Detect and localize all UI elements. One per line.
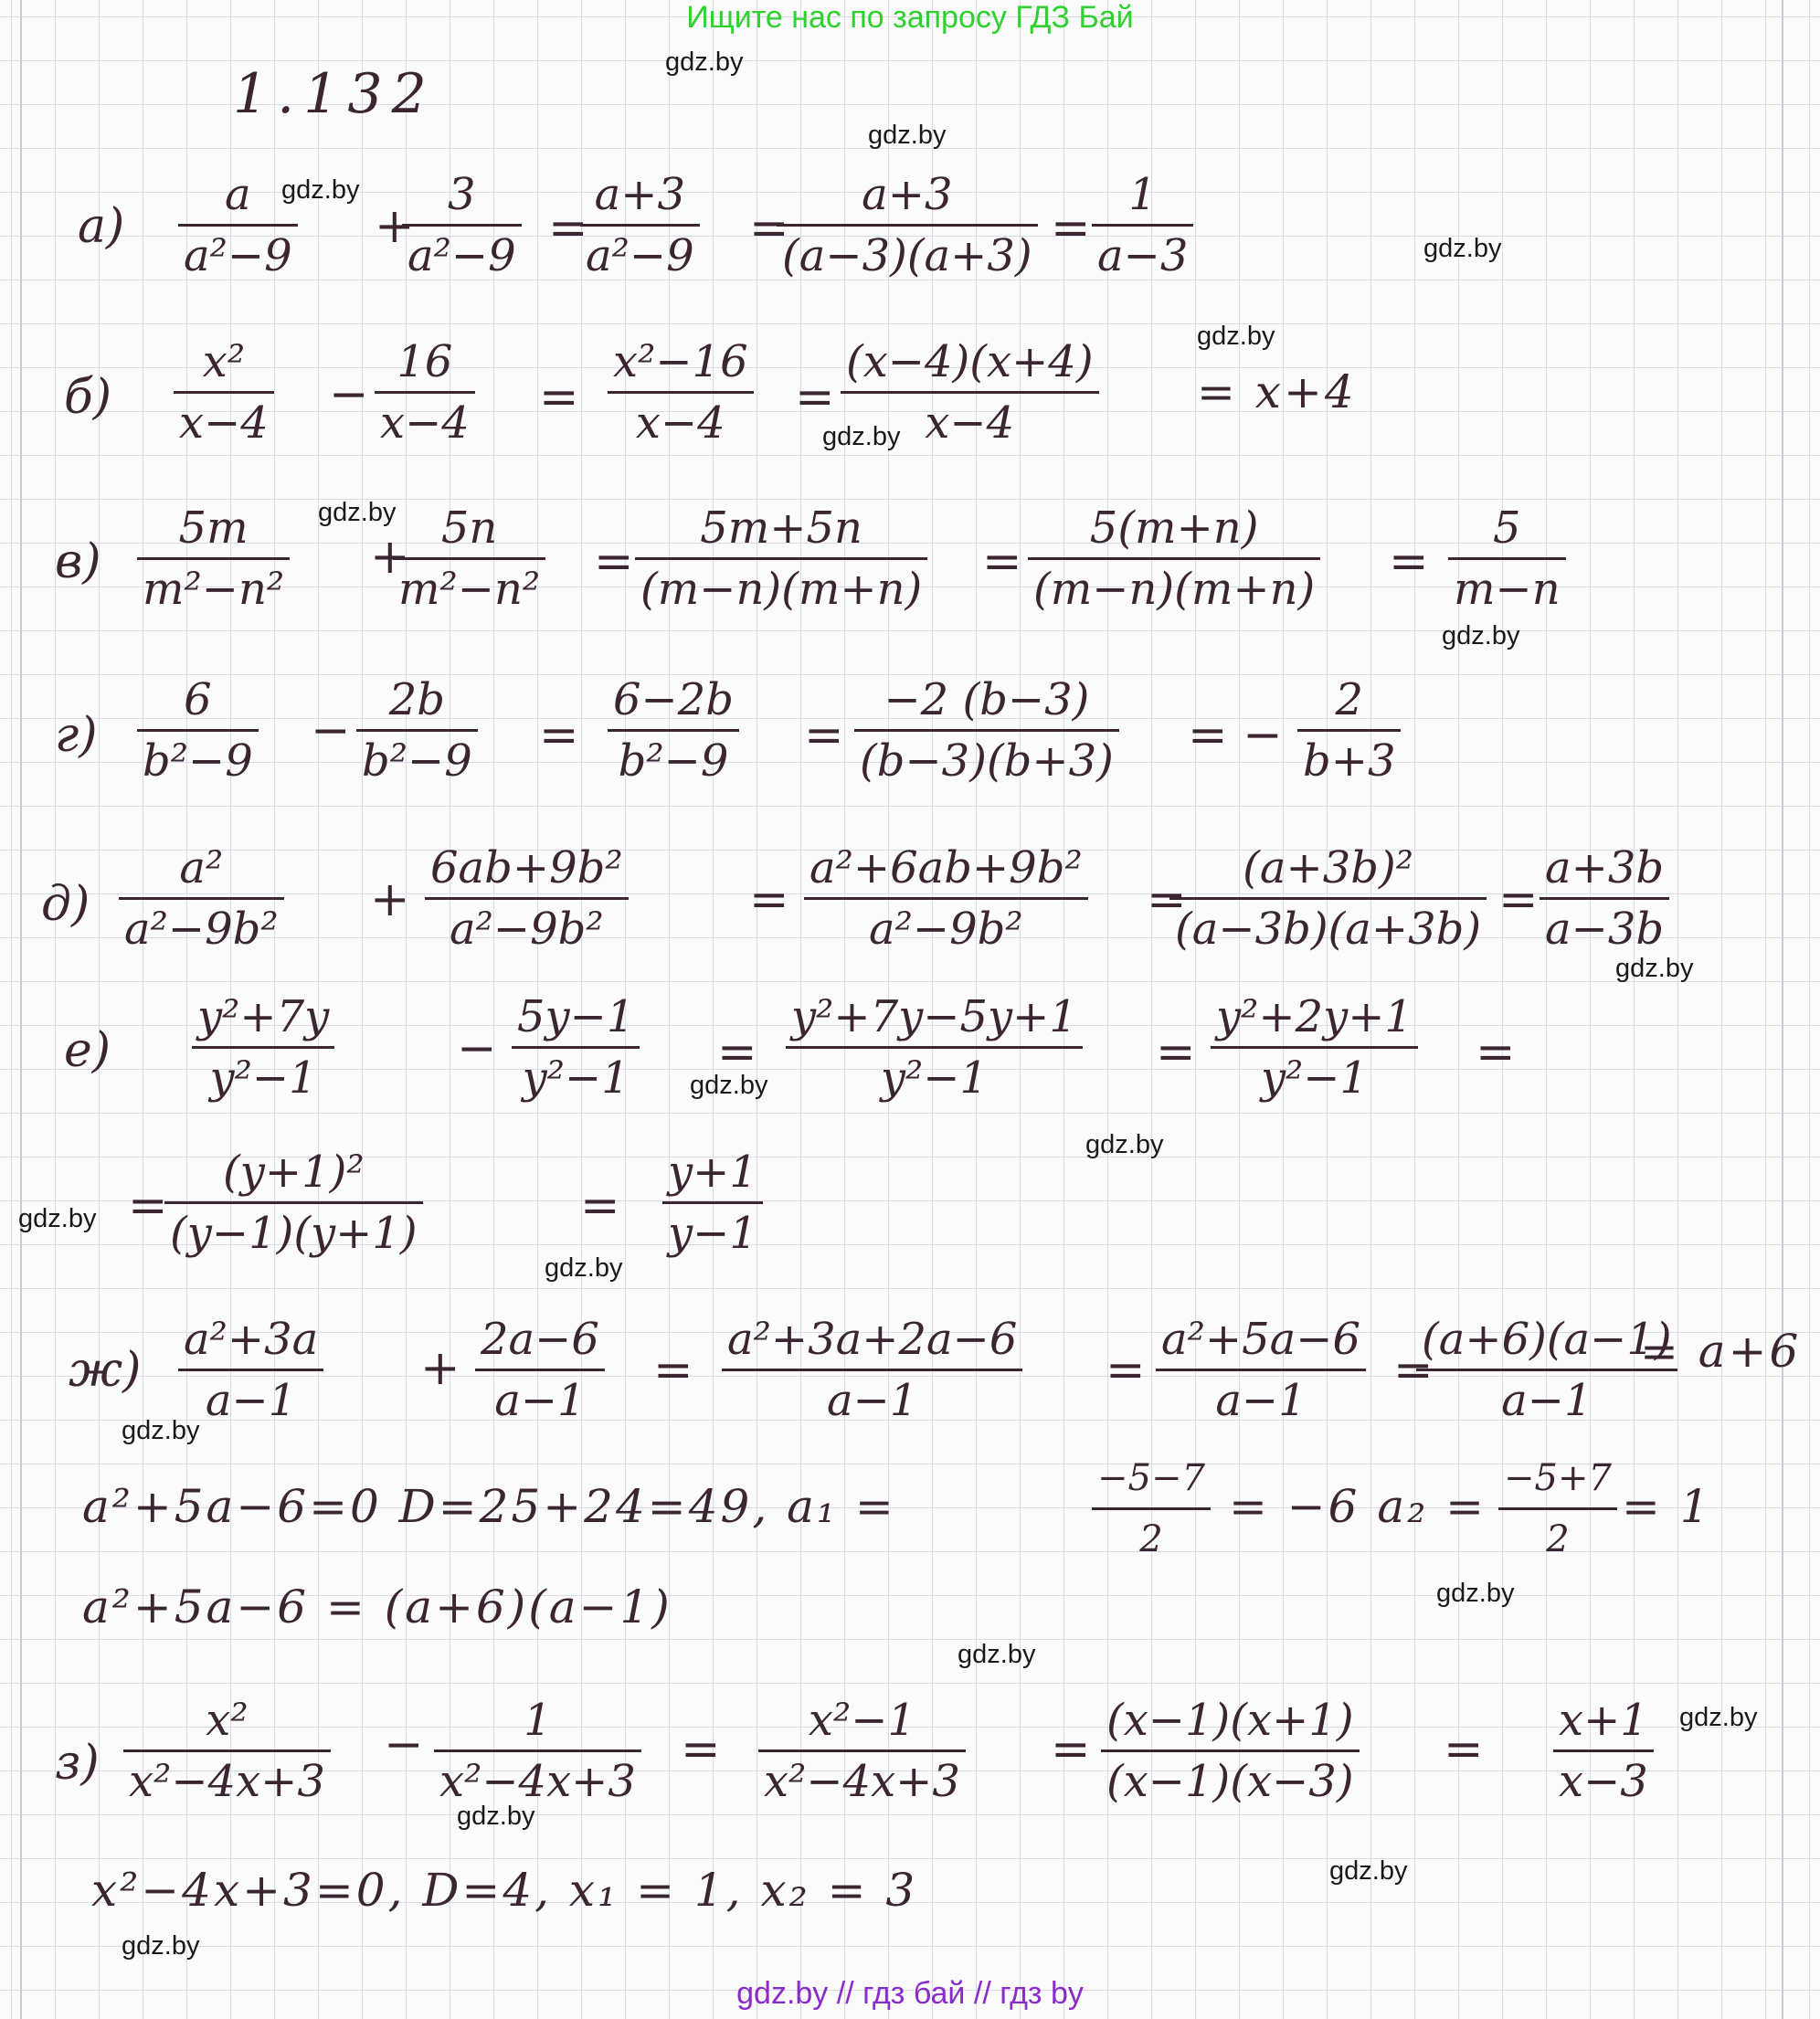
footer-banner[interactable]: gdz.by // гдз бай // гдз by [736,1976,1084,2011]
equals: = [1444,1722,1484,1777]
problem-label: в) [55,534,101,589]
watermark: gdz.by [1679,1703,1758,1732]
fraction [178,1314,323,1426]
watermark: gdz.by [122,1931,200,1961]
denominator: a−1 [205,1375,297,1426]
fraction [174,336,274,449]
equals: = [804,708,844,763]
fraction [1416,1314,1677,1426]
equals: = [1051,1722,1091,1777]
numerator: (y+1)² [164,1147,423,1204]
problem-label: ж) [69,1343,142,1398]
problem-label: е) [64,1023,111,1078]
denominator: m²−n² [398,564,541,615]
numerator: a²+3a+2a−6 [722,1314,1022,1371]
numerator: x² [123,1695,331,1752]
numerator: y+1 [662,1147,763,1204]
denominator: a−3 [1097,230,1189,281]
fraction [393,502,545,615]
numerator: 2b [356,674,478,732]
denominator: y²−1 [1260,1052,1369,1104]
problem-label: б) [64,370,112,425]
denominator: y²−1 [522,1052,630,1104]
numerator: 1 [434,1695,641,1752]
problem-label: д) [41,877,90,932]
numerator: −2 (b−3) [854,674,1119,732]
fraction [402,169,522,281]
fraction [1553,1695,1654,1807]
equals: = [1389,534,1429,589]
numerator: a+3 [777,169,1038,227]
denominator: a²−9b² [124,904,279,955]
numerator: a+3b [1540,842,1669,900]
watermark: gdz.by [1442,621,1520,650]
fraction [1101,1695,1360,1807]
denominator: a²−9b² [450,904,604,955]
numerator: (a+6)(a−1) [1416,1314,1677,1371]
fraction [137,674,259,787]
operator: + [375,199,415,254]
root-value: = 1 [1622,1480,1712,1533]
denominator: x−3 [1559,1756,1648,1807]
denominator: x²−4x+3 [439,1756,636,1807]
operator: − [311,703,351,758]
denominator: a−1 [494,1375,586,1426]
denominator: y²−1 [880,1052,988,1104]
numerator: x²−1 [758,1695,966,1752]
watermark: gdz.by [1197,322,1275,351]
denominator: y−1 [668,1208,757,1259]
equals: = [580,1179,620,1233]
denominator: (y−1)(y+1) [170,1208,418,1259]
fraction [178,169,298,281]
denominator: b²−9 [618,735,729,787]
denominator: 2 [1546,1518,1570,1560]
denominator: m²−n² [143,564,285,615]
numerator: a²+3a [178,1314,323,1371]
equals: = [681,1722,721,1777]
fraction [375,336,475,449]
numerator: 5(m+n) [1028,502,1320,560]
problem-label: з) [55,1736,100,1791]
equals: = − [1188,708,1283,763]
operator: + [370,530,410,585]
fraction [1092,169,1193,281]
numerator: 2a−6 [475,1314,605,1371]
watermark: gdz.by [665,48,744,77]
watermark: gdz.by [822,422,901,451]
operator: + [420,1341,460,1396]
fraction [1297,674,1401,787]
numerator: (x−4)(x+4) [841,336,1099,394]
numerator: 5 [1448,502,1566,560]
numerator: 6−2b [608,674,739,732]
denominator: x²−4x+3 [764,1756,960,1807]
equals: = [795,370,835,425]
watermark: gdz.by [318,498,397,527]
watermark: gdz.by [457,1802,535,1831]
fraction [635,502,927,615]
fraction [786,991,1083,1104]
fraction [1211,991,1418,1104]
denominator: (x−1)(x−3) [1106,1756,1354,1807]
numerator: 16 [375,336,475,394]
page-margin-line-right [1782,0,1783,2019]
equals: = [128,1179,168,1233]
fraction [512,991,640,1104]
equals: = [1051,201,1091,256]
denominator: a²−9 [407,230,516,281]
watermark: gdz.by [122,1416,200,1445]
equals: = [749,201,789,256]
operator: + [370,872,410,927]
numerator: a [178,169,298,227]
page-margin-line-left [20,0,22,2019]
denominator: a−1 [1215,1375,1307,1426]
equals: = [539,370,579,425]
denominator: x−4 [179,397,269,449]
exercise-number: 1.132 [233,62,436,126]
watermark: gdz.by [281,175,360,205]
equals: = [982,534,1022,589]
fraction [854,674,1119,787]
problem-label: г) [55,708,98,763]
denominator: a²−9 [184,230,292,281]
numerator: y²+7y [192,991,334,1049]
numerator: x+1 [1553,1695,1654,1752]
numerator: (x−1)(x+1) [1101,1695,1360,1752]
fraction [580,169,700,281]
numerator: 2 [1297,674,1401,732]
watermark: gdz.by [958,1640,1036,1669]
header-banner[interactable]: Ищите нас по запросу ГДЗ Бай [686,0,1134,35]
denominator: b²−9 [362,735,472,787]
denominator: a−3b [1545,904,1665,955]
fraction [608,336,754,449]
fraction [777,169,1038,281]
denominator: x−4 [925,397,1015,449]
fraction [356,674,478,787]
denominator: a²−9 [586,230,694,281]
numerator: a²+6ab+9b² [804,842,1088,900]
equals: = [1147,872,1187,927]
problem-label: а) [78,199,125,254]
fraction [1156,1314,1366,1426]
numerator: 5m+5n [635,502,927,560]
equals: = [594,534,634,589]
numerator: −5+7 [1498,1453,1617,1510]
watermark: gdz.by [1423,234,1502,263]
fraction [192,991,334,1104]
watermark: gdz.by [1436,1579,1515,1608]
denominator: (a−3)(a+3) [782,230,1032,281]
discriminant-line: a²+5a−6=0 D=25+24=49, a₁ = [82,1480,896,1533]
equals: = [539,708,579,763]
denominator: (b−3)(b+3) [860,735,1114,787]
fraction [137,502,290,615]
fraction [758,1695,966,1807]
equals: = [1498,872,1539,927]
denominator: x−4 [635,397,725,449]
numerator: x² [174,336,274,394]
denominator: x²−4x+3 [129,1756,325,1807]
denominator: a²−9b² [869,904,1023,955]
numerator: a² [119,842,284,900]
fraction [1540,842,1669,955]
result: = a+6 [1640,1325,1802,1378]
discriminant-line: x²−4x+3=0, D=4, x₁ = 1, x₂ = 3 [91,1864,918,1917]
watermark: gdz.by [1329,1856,1408,1886]
numerator: 5y−1 [512,991,640,1049]
watermark: gdz.by [868,121,947,150]
numerator: a²+5a−6 [1156,1314,1366,1371]
numerator: y²+7y−5y+1 [786,991,1083,1049]
numerator: a+3 [580,169,700,227]
fraction [1169,842,1487,955]
fraction [475,1314,605,1426]
denominator: (a−3b)(a+3b) [1175,904,1482,955]
fraction [1448,502,1566,615]
watermark: gdz.by [690,1071,768,1100]
watermark: gdz.by [1615,954,1694,983]
fraction [425,842,629,955]
watermark: gdz.by [18,1204,97,1233]
fraction [119,842,284,955]
equals: = [717,1025,757,1080]
denominator: x−4 [380,397,470,449]
denominator: 2 [1139,1518,1163,1560]
numerator: 3 [402,169,522,227]
numerator: 5m [137,502,290,560]
fraction [434,1695,641,1807]
operator: − [329,367,369,422]
watermark: gdz.by [1085,1130,1164,1159]
denominator: (m−n)(m+n) [640,564,923,615]
factorization-line: a²+5a−6 = (a+6)(a−1) [82,1580,672,1633]
equals: = [1106,1343,1146,1398]
operator: − [384,1718,424,1772]
denominator: a−1 [827,1375,918,1426]
numerator: 6 [137,674,259,732]
denominator: m−n [1454,564,1561,615]
numerator: (a+3b)² [1169,842,1487,900]
denominator: (m−n)(m+n) [1033,564,1316,615]
fraction [1092,1453,1211,1565]
equals: = [749,872,789,927]
fraction [1498,1453,1617,1565]
fraction [841,336,1099,449]
equals: = [1156,1025,1196,1080]
numerator: 5n [393,502,545,560]
denominator: b²−9 [143,735,253,787]
fraction [662,1147,763,1259]
watermark: gdz.by [545,1253,623,1283]
numerator: 1 [1092,169,1193,227]
root-value: = −6 a₂ = [1229,1480,1487,1533]
fraction [608,674,739,787]
equals: = [1476,1025,1516,1080]
numerator: x²−16 [608,336,754,394]
fraction [722,1314,1022,1426]
numerator: −5−7 [1092,1453,1211,1510]
numerator: y²+2y+1 [1211,991,1418,1049]
fraction [123,1695,331,1807]
denominator: a−1 [1501,1375,1592,1426]
fraction [1028,502,1320,615]
fraction [804,842,1088,955]
equals: = [548,201,588,256]
fraction [164,1147,423,1259]
result: = x+4 [1197,365,1357,418]
denominator: b+3 [1303,735,1396,787]
equals: = [1393,1343,1434,1398]
equals: = [653,1343,693,1398]
denominator: y²−1 [209,1052,317,1104]
numerator: 6ab+9b² [425,842,629,900]
operator: − [457,1021,497,1076]
